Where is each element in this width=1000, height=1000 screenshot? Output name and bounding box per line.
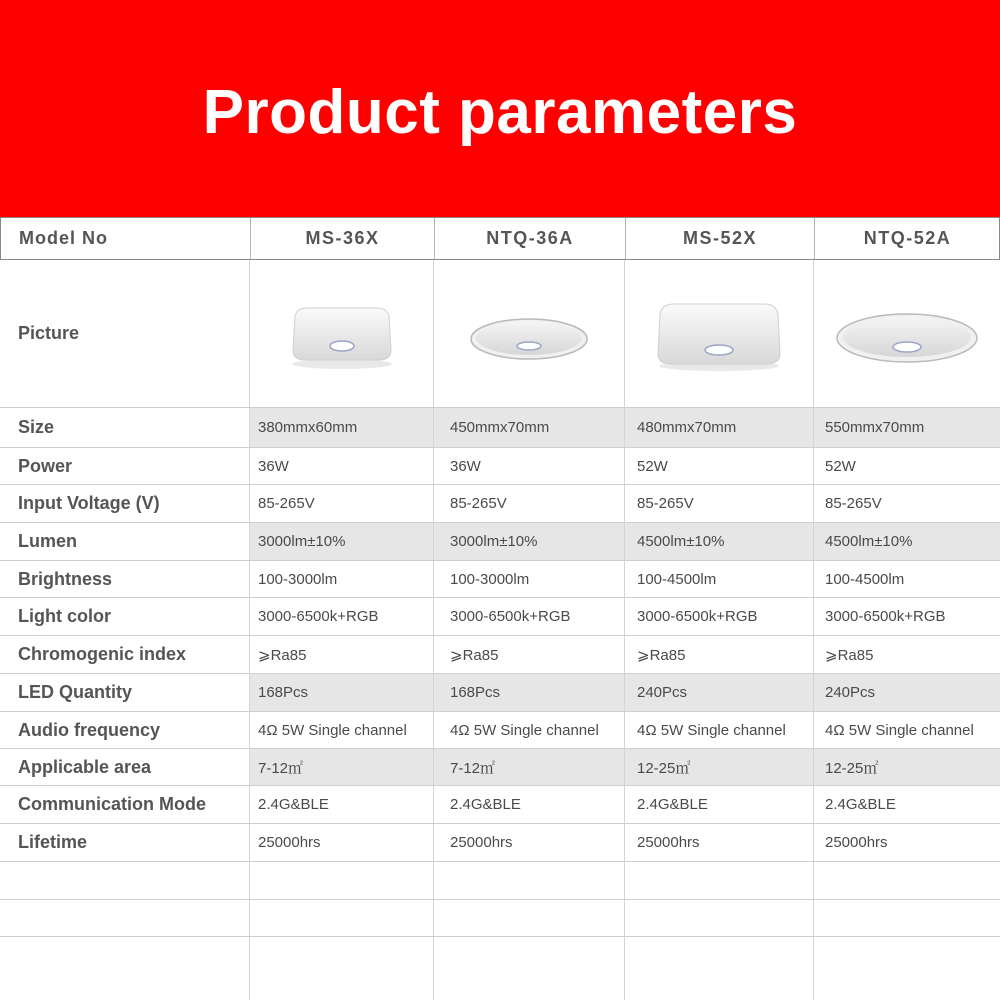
empty-cell: [434, 937, 625, 1000]
empty-cell: [814, 937, 1000, 1000]
row-label: Communication Mode: [0, 786, 250, 823]
round-lamp-icon: [832, 294, 982, 374]
spec-value: 2.4G&BLE: [825, 796, 896, 813]
spec-value: 3000-6500k+RGB: [434, 598, 625, 635]
spec-value: 4500lm±10%: [625, 523, 814, 560]
empty-row: [0, 900, 1000, 937]
spec-value: 4Ω 5W Single channel: [250, 712, 434, 748]
row-label: Chromogenic index: [0, 636, 250, 673]
spec-row-led-quantity: [0, 674, 1000, 712]
row-label: Lifetime: [0, 824, 250, 861]
empty-cell: [434, 900, 625, 936]
spec-value: ⩾Ra85: [434, 636, 625, 673]
product-picture: [434, 260, 625, 407]
row-label: Power: [0, 448, 250, 484]
square-lamp-icon: [644, 294, 794, 374]
empty-cell: [625, 937, 814, 1000]
row-label: Picture: [0, 260, 250, 407]
spec-row-size: [0, 408, 1000, 448]
spec-value: 2.4G&BLE: [625, 786, 814, 823]
empty-cell: [250, 937, 434, 1000]
spec-value: 36W: [434, 448, 625, 484]
spec-value: 85-265V: [250, 485, 434, 522]
round-lamp-icon: [464, 294, 594, 374]
empty-cell: [625, 862, 814, 899]
spec-value: 380mmx60mm: [250, 408, 434, 447]
product-picture: [250, 260, 434, 407]
table-header-row: [0, 217, 1000, 260]
row-label: LED Quantity: [0, 674, 250, 711]
spec-row-input-voltage: [0, 485, 1000, 523]
spec-value: 4Ω 5W Single channel: [825, 721, 974, 739]
empty-cell: [0, 937, 250, 1000]
spec-row-applicable-area: [0, 749, 1000, 786]
model-name: MS-52X: [626, 218, 815, 259]
spec-value: 3000-6500k+RGB: [625, 598, 814, 635]
spec-value: 240Pcs: [625, 674, 814, 711]
empty-cell: [0, 862, 250, 899]
spec-value: 25000hrs: [250, 824, 434, 861]
spec-value: 12-25㎡: [625, 749, 814, 785]
row-label: Input Voltage (V): [0, 485, 250, 522]
square-lamp-icon: [277, 294, 407, 374]
spec-row-lumen: [0, 523, 1000, 561]
model-name: MS-36X: [251, 218, 435, 259]
spec-value: 100-4500lm: [825, 570, 905, 588]
spec-value: 25000hrs: [625, 824, 814, 861]
spec-row-brightness: [0, 561, 1000, 598]
picture-row: [0, 260, 1000, 408]
spec-value: 12-25㎡: [825, 759, 879, 777]
spec-value: 52W: [825, 457, 856, 475]
product-picture: [814, 260, 1000, 407]
spec-row-audio-frequency: [0, 712, 1000, 749]
spec-value: 100-3000lm: [250, 561, 434, 597]
empty-cell: [814, 862, 1000, 899]
row-label: Audio frequency: [0, 712, 250, 748]
spec-value: 52W: [625, 448, 814, 484]
page-title: Product parameters: [202, 78, 798, 147]
spec-value: 100-4500lm: [625, 561, 814, 597]
spec-value: 550mmx70mm: [825, 419, 925, 436]
spec-value: 168Pcs: [434, 674, 625, 711]
empty-cell: [250, 862, 434, 899]
spec-value: 85-265V: [825, 495, 882, 512]
spec-value: 85-265V: [625, 485, 814, 522]
spec-value: 480mmx70mm: [625, 408, 814, 447]
row-label: Size: [0, 408, 250, 447]
empty-row: [0, 937, 1000, 1000]
empty-cell: [434, 862, 625, 899]
model-name: NTQ-52A: [815, 218, 1000, 259]
spec-value: 7-12㎡: [250, 749, 434, 785]
spec-value: 4500lm±10%: [825, 533, 913, 550]
spec-value: 168Pcs: [250, 674, 434, 711]
spec-value: 2.4G&BLE: [434, 786, 625, 823]
empty-cell: [250, 900, 434, 936]
spec-value: 100-3000lm: [434, 561, 625, 597]
empty-row: [0, 862, 1000, 900]
empty-cell: [0, 900, 250, 936]
spec-value: 36W: [250, 448, 434, 484]
product-picture: [625, 260, 814, 407]
spec-value: 3000-6500k+RGB: [825, 608, 946, 625]
spec-value: ⩾Ra85: [625, 636, 814, 673]
spec-value: 2.4G&BLE: [250, 786, 434, 823]
spec-value: 3000lm±10%: [434, 523, 625, 560]
spec-value: 25000hrs: [825, 834, 888, 851]
row-label: Brightness: [0, 561, 250, 597]
spec-value: 450mmx70mm: [434, 408, 625, 447]
spec-value: 7-12㎡: [434, 749, 625, 785]
empty-cell: [814, 900, 1000, 936]
spec-value: 25000hrs: [434, 824, 625, 861]
spec-value: 3000lm±10%: [250, 523, 434, 560]
empty-cell: [625, 900, 814, 936]
model-name: NTQ-36A: [435, 218, 626, 259]
spec-row-chromogenic-index: [0, 636, 1000, 674]
spec-row-light-color: [0, 598, 1000, 636]
spec-value: 3000-6500k+RGB: [250, 598, 434, 635]
spec-value: ⩾Ra85: [825, 646, 874, 664]
spec-value: 4Ω 5W Single channel: [434, 712, 625, 748]
spec-value: 85-265V: [434, 485, 625, 522]
spec-value: 240Pcs: [825, 684, 876, 701]
row-label: Lumen: [0, 523, 250, 560]
row-label: Applicable area: [0, 749, 250, 785]
spec-value: ⩾Ra85: [250, 636, 434, 673]
spec-row-power: [0, 448, 1000, 485]
row-label: Light color: [0, 598, 250, 635]
spec-value: 4Ω 5W Single channel: [625, 712, 814, 748]
spec-row-lifetime: [0, 824, 1000, 862]
header-label: Model No: [1, 218, 251, 259]
spec-row-communication-mode: [0, 786, 1000, 824]
